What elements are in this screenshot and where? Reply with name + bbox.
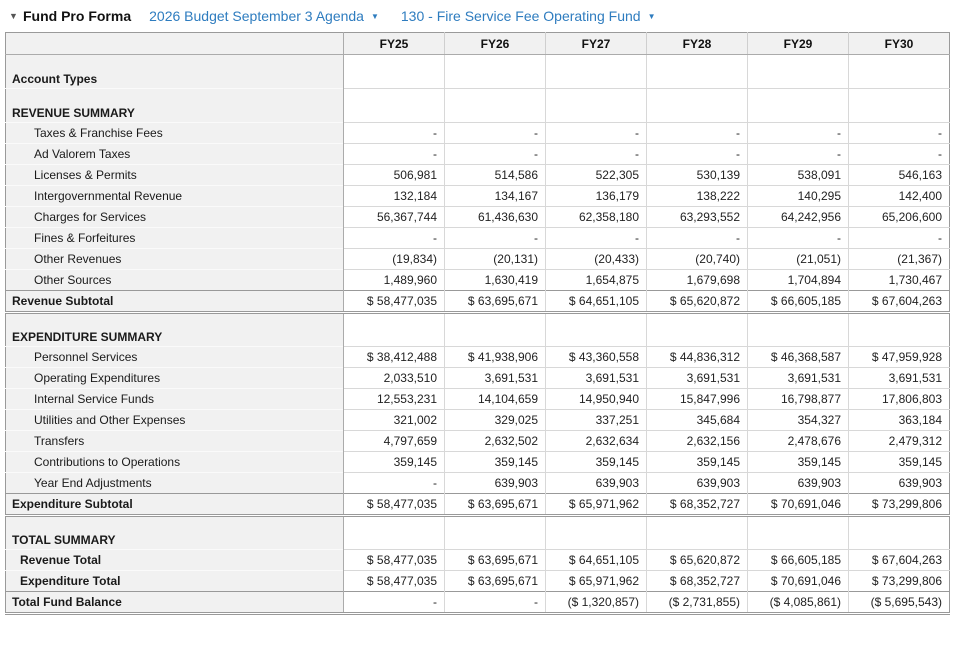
value-cell: $ 65,971,962	[546, 571, 647, 592]
value-cell	[849, 516, 950, 550]
value-cell	[748, 516, 849, 550]
table-body	[6, 55, 950, 614]
row-label: Fines & Forfeitures	[6, 228, 344, 249]
value-cell: 1,489,960	[344, 270, 445, 291]
value-cell: $ 70,691,046	[748, 494, 849, 516]
value-cell: $ 66,605,185	[748, 291, 849, 313]
value-cell: $ 63,695,671	[445, 291, 546, 313]
value-cell: -	[647, 228, 748, 249]
value-cell: $ 68,352,727	[647, 571, 748, 592]
value-cell	[748, 55, 849, 89]
value-cell: 14,950,940	[546, 389, 647, 410]
value-cell: 639,903	[748, 473, 849, 494]
value-cell: 337,251	[546, 410, 647, 431]
column-header: FY28	[647, 33, 748, 55]
header-row	[6, 33, 950, 55]
pro-forma-table	[5, 32, 950, 615]
value-cell: 138,222	[647, 186, 748, 207]
value-cell: 639,903	[647, 473, 748, 494]
row-label: Utilities and Other Expenses	[6, 410, 344, 431]
value-cell: 3,691,531	[546, 368, 647, 389]
row-label: Expenditure Total	[6, 571, 344, 592]
value-cell: -	[849, 144, 950, 165]
value-cell: 522,305	[546, 165, 647, 186]
row-label: Internal Service Funds	[6, 389, 344, 410]
row-label: Account Types	[6, 55, 344, 89]
table-row	[6, 473, 950, 494]
value-cell: $ 41,938,906	[445, 347, 546, 368]
value-cell: -	[445, 228, 546, 249]
row-label: Operating Expenditures	[6, 368, 344, 389]
value-cell: $ 66,605,185	[748, 550, 849, 571]
value-cell	[647, 55, 748, 89]
table-row	[6, 165, 950, 186]
value-cell: 639,903	[546, 473, 647, 494]
table-row	[6, 186, 950, 207]
table-row	[6, 571, 950, 592]
value-cell	[546, 313, 647, 347]
value-cell: (20,433)	[546, 249, 647, 270]
collapse-caret-icon[interactable]: ▼	[9, 11, 18, 21]
value-cell	[344, 55, 445, 89]
value-cell: 16,798,877	[748, 389, 849, 410]
value-cell: 1,704,894	[748, 270, 849, 291]
page-title: Fund Pro Forma	[23, 8, 132, 24]
table-row	[6, 249, 950, 270]
value-cell	[748, 313, 849, 347]
value-cell	[849, 89, 950, 123]
value-cell: $ 46,368,587	[748, 347, 849, 368]
value-cell: (21,367)	[849, 249, 950, 270]
value-cell: $ 70,691,046	[748, 571, 849, 592]
chevron-down-icon: ▼	[647, 11, 656, 21]
row-label: Personnel Services	[6, 347, 344, 368]
value-cell: 354,327	[748, 410, 849, 431]
value-cell: ($ 2,731,855)	[647, 592, 748, 614]
row-label: Taxes & Franchise Fees	[6, 123, 344, 144]
value-cell: $ 63,695,671	[445, 550, 546, 571]
value-cell: (19,834)	[344, 249, 445, 270]
table-row	[6, 592, 950, 614]
value-cell: 359,145	[849, 452, 950, 473]
value-cell: 2,632,502	[445, 431, 546, 452]
value-cell: $ 64,651,105	[546, 550, 647, 571]
value-cell: 359,145	[647, 452, 748, 473]
value-cell: 514,586	[445, 165, 546, 186]
value-cell: 15,847,996	[647, 389, 748, 410]
value-cell: 3,691,531	[748, 368, 849, 389]
value-cell: -	[445, 123, 546, 144]
corner-cell	[6, 33, 344, 55]
value-cell	[344, 313, 445, 347]
table-row	[6, 123, 950, 144]
value-cell: 64,242,956	[748, 207, 849, 228]
table-row	[6, 313, 950, 347]
value-cell: 12,553,231	[344, 389, 445, 410]
value-cell: 1,654,875	[546, 270, 647, 291]
table-header	[6, 33, 950, 55]
row-label: Licenses & Permits	[6, 165, 344, 186]
value-cell	[445, 89, 546, 123]
value-cell: 140,295	[748, 186, 849, 207]
column-header: FY30	[849, 33, 950, 55]
value-cell: $ 58,477,035	[344, 571, 445, 592]
column-header: FY29	[748, 33, 849, 55]
value-cell: 363,184	[849, 410, 950, 431]
value-cell: -	[344, 592, 445, 614]
row-label: Total Fund Balance	[6, 592, 344, 614]
value-cell: 65,206,600	[849, 207, 950, 228]
value-cell: $ 65,971,962	[546, 494, 647, 516]
value-cell: 2,632,156	[647, 431, 748, 452]
table-row	[6, 410, 950, 431]
value-cell	[546, 55, 647, 89]
value-cell: $ 64,651,105	[546, 291, 647, 313]
row-label: EXPENDITURE SUMMARY	[6, 313, 344, 347]
fund-dropdown[interactable]	[401, 8, 656, 24]
value-cell: 538,091	[748, 165, 849, 186]
value-cell	[546, 516, 647, 550]
table-row	[6, 452, 950, 473]
value-cell: ($ 4,085,861)	[748, 592, 849, 614]
value-cell: ($ 5,695,543)	[849, 592, 950, 614]
row-label: Year End Adjustments	[6, 473, 344, 494]
value-cell: 136,179	[546, 186, 647, 207]
value-cell: -	[748, 123, 849, 144]
value-cell: 639,903	[445, 473, 546, 494]
value-cell: $ 58,477,035	[344, 494, 445, 516]
value-cell: 3,691,531	[445, 368, 546, 389]
value-cell: 329,025	[445, 410, 546, 431]
value-cell: 142,400	[849, 186, 950, 207]
value-cell: 62,358,180	[546, 207, 647, 228]
row-label: Revenue Subtotal	[6, 291, 344, 313]
value-cell	[546, 89, 647, 123]
table-row	[6, 368, 950, 389]
value-cell: $ 63,695,671	[445, 571, 546, 592]
value-cell: -	[748, 144, 849, 165]
table-row	[6, 494, 950, 516]
value-cell	[445, 313, 546, 347]
value-cell: 56,367,744	[344, 207, 445, 228]
value-cell: (21,051)	[748, 249, 849, 270]
value-cell: 1,679,698	[647, 270, 748, 291]
value-cell: -	[546, 123, 647, 144]
value-cell: $ 73,299,806	[849, 571, 950, 592]
table-row	[6, 270, 950, 291]
value-cell: -	[546, 144, 647, 165]
value-cell: ($ 1,320,857)	[546, 592, 647, 614]
table-row	[6, 389, 950, 410]
value-cell: 639,903	[849, 473, 950, 494]
value-cell: 3,691,531	[647, 368, 748, 389]
value-cell	[445, 516, 546, 550]
value-cell: -	[344, 144, 445, 165]
value-cell: 2,478,676	[748, 431, 849, 452]
value-cell: -	[344, 228, 445, 249]
row-label: Contributions to Operations	[6, 452, 344, 473]
column-header: FY25	[344, 33, 445, 55]
value-cell	[849, 55, 950, 89]
row-label: Ad Valorem Taxes	[6, 144, 344, 165]
row-label: Other Revenues	[6, 249, 344, 270]
value-cell	[748, 89, 849, 123]
table-row	[6, 144, 950, 165]
value-cell: 1,630,419	[445, 270, 546, 291]
value-cell: 359,145	[546, 452, 647, 473]
value-cell: $ 67,604,263	[849, 550, 950, 571]
table-row	[6, 431, 950, 452]
fund-dropdown-label: 130 - Fire Service Fee Operating Fund	[400, 8, 641, 24]
value-cell: 2,632,634	[546, 431, 647, 452]
row-label: Charges for Services	[6, 207, 344, 228]
value-cell: $ 68,352,727	[647, 494, 748, 516]
row-label: Transfers	[6, 431, 344, 452]
budget-dropdown-label: 2026 Budget September 3 Agenda	[149, 8, 364, 24]
value-cell: 63,293,552	[647, 207, 748, 228]
value-cell: 61,436,630	[445, 207, 546, 228]
table-row	[6, 55, 950, 89]
value-cell: 1,730,467	[849, 270, 950, 291]
value-cell: 132,184	[344, 186, 445, 207]
value-cell: 345,684	[647, 410, 748, 431]
table-row	[6, 228, 950, 249]
value-cell	[647, 313, 748, 347]
value-cell: 359,145	[748, 452, 849, 473]
value-cell: 2,479,312	[849, 431, 950, 452]
value-cell: $ 67,604,263	[849, 291, 950, 313]
value-cell	[647, 516, 748, 550]
value-cell: 14,104,659	[445, 389, 546, 410]
table-row	[6, 207, 950, 228]
value-cell: 4,797,659	[344, 431, 445, 452]
value-cell: 3,691,531	[849, 368, 950, 389]
row-label: Other Sources	[6, 270, 344, 291]
row-label: REVENUE SUMMARY	[6, 89, 344, 123]
table-row	[6, 516, 950, 550]
row-label: Intergovernmental Revenue	[6, 186, 344, 207]
value-cell: -	[849, 123, 950, 144]
value-cell: -	[849, 228, 950, 249]
row-label: Expenditure Subtotal	[6, 494, 344, 516]
column-header: FY27	[546, 33, 647, 55]
value-cell: $ 63,695,671	[445, 494, 546, 516]
value-cell: 546,163	[849, 165, 950, 186]
value-cell: 506,981	[344, 165, 445, 186]
value-cell: $ 58,477,035	[344, 550, 445, 571]
value-cell: 134,167	[445, 186, 546, 207]
row-label: TOTAL SUMMARY	[6, 516, 344, 550]
value-cell: 17,806,803	[849, 389, 950, 410]
value-cell: -	[647, 144, 748, 165]
value-cell	[647, 89, 748, 123]
value-cell: (20,740)	[647, 249, 748, 270]
value-cell	[344, 516, 445, 550]
budget-dropdown[interactable]	[149, 8, 379, 24]
value-cell: 530,139	[647, 165, 748, 186]
value-cell: $ 65,620,872	[647, 291, 748, 313]
value-cell: $ 43,360,558	[546, 347, 647, 368]
table-row	[6, 89, 950, 123]
value-cell: -	[546, 228, 647, 249]
value-cell: $ 44,836,312	[647, 347, 748, 368]
toolbar	[0, 0, 957, 32]
table-row	[6, 550, 950, 571]
value-cell	[445, 55, 546, 89]
value-cell: 359,145	[344, 452, 445, 473]
value-cell: 359,145	[445, 452, 546, 473]
value-cell: -	[647, 123, 748, 144]
row-label: Revenue Total	[6, 550, 344, 571]
value-cell: $ 58,477,035	[344, 291, 445, 313]
value-cell	[849, 313, 950, 347]
value-cell: -	[748, 228, 849, 249]
value-cell	[344, 89, 445, 123]
value-cell: $ 65,620,872	[647, 550, 748, 571]
table-row	[6, 347, 950, 368]
value-cell: $ 73,299,806	[849, 494, 950, 516]
chevron-down-icon: ▼	[370, 11, 379, 21]
value-cell: $ 47,959,928	[849, 347, 950, 368]
value-cell: -	[445, 592, 546, 614]
value-cell: -	[344, 473, 445, 494]
column-header: FY26	[445, 33, 546, 55]
value-cell: -	[344, 123, 445, 144]
value-cell: -	[445, 144, 546, 165]
table-row	[6, 291, 950, 313]
value-cell: 2,033,510	[344, 368, 445, 389]
value-cell: 321,002	[344, 410, 445, 431]
value-cell: (20,131)	[445, 249, 546, 270]
value-cell: $ 38,412,488	[344, 347, 445, 368]
